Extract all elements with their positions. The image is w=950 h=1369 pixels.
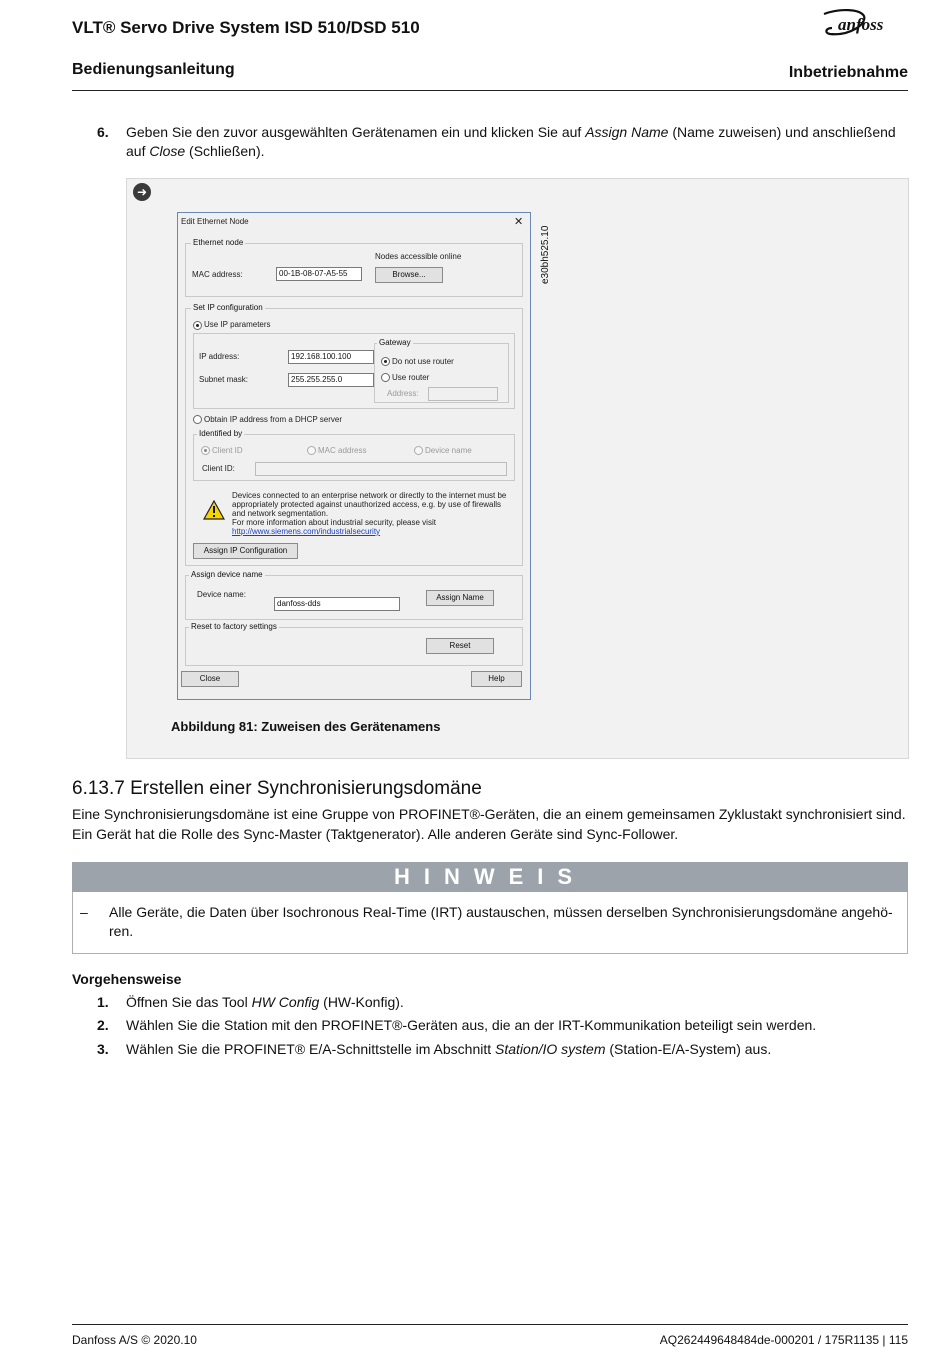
footer-rule (72, 1324, 908, 1325)
step-text: Wählen Sie die PROFINET® E/A-Schnittstelle im Abschnitt Station/IO system (Station-E/A-System) aus. (126, 1041, 772, 1057)
client-id-option: Client ID (212, 446, 243, 455)
ip-address-field[interactable]: 192.168.100.100 (288, 350, 374, 364)
mac-address-field[interactable]: 00-1B-08-07-A5-55 (276, 267, 362, 281)
warning-line: Devices connected to an enterprise network or directly to the internet must be (232, 491, 507, 500)
device-name-radio[interactable] (414, 446, 423, 455)
device-name-label: Device name: (197, 590, 246, 599)
no-router-radio[interactable] (381, 357, 390, 366)
step-number: 2. (97, 1017, 109, 1033)
warning-icon (203, 500, 225, 520)
danfoss-logo (820, 6, 908, 40)
step-6 (72, 123, 908, 163)
step-text: Geben Sie den zuvor ausgewählten Gerätenamen ein und klicken Sie auf Assign Name (Name zuweisen) und anschließend auf Close (Schließen). (126, 124, 896, 159)
security-link[interactable]: http://www.siemens.com/industrialsecurity (232, 527, 381, 536)
procedure-step-1 (72, 993, 908, 1013)
use-ip-label: Use IP parameters (204, 320, 271, 329)
step-number: 1. (97, 994, 109, 1010)
arrow-right-icon: ➜ (133, 183, 151, 201)
client-id-label: Client ID: (202, 464, 235, 473)
figure-code: e30bh525.10 (540, 225, 551, 284)
warning-line: appropriately protected against unauthorized access, e.g. by use of firewalls (232, 500, 502, 509)
dhcp-label: Obtain IP address from a DHCP server (204, 415, 342, 424)
device-name-field[interactable]: danfoss-dds (274, 597, 400, 611)
edit-ethernet-node-dialog (177, 212, 531, 700)
subnet-mask-field[interactable]: 255.255.255.0 (288, 373, 374, 387)
step-number: 6. (97, 124, 109, 140)
figure-caption: Abbildung 81: Zuweisen des Gerätenamens (171, 719, 441, 734)
mac-label: MAC address: (192, 270, 243, 279)
document-title: VLT® Servo Drive System ISD 510/DSD 510 (72, 18, 420, 37)
mac-address-option: MAC address (318, 446, 367, 455)
dhcp-radio[interactable] (193, 415, 202, 424)
router-address-field (428, 387, 498, 401)
device-name-option: Device name (425, 446, 472, 455)
note-text: Alle Geräte, die Daten über Isochronous Real-Time (IRT) austauschen, müssen derselben Synchronisierungsdomäne angehö-ren. (109, 904, 893, 939)
mac-address-radio[interactable] (307, 446, 316, 455)
section-paragraph: Eine Synchronisierungsdomäne ist eine Gruppe von PROFINET®-Geräten, die an einem gemeinsamen Zyklustakt synchronisiert sind. Ein Gerät hat die Rolle des Sync-Master (Taktgenerator). Alle anderen Geräte sind Sync-Follower. (72, 806, 906, 842)
step-text: Wählen Sie die Station mit den PROFINET®-Geräten aus, die an der IRT-Kommunikation beteiligt sein werden. (126, 1017, 817, 1033)
use-ip-radio[interactable] (193, 321, 202, 330)
header-rule (72, 90, 908, 91)
chapter-name: Inbetriebnahme (788, 64, 908, 81)
no-router-label: Do not use router (392, 357, 454, 366)
use-router-label: Use router (392, 373, 430, 382)
client-id-radio[interactable] (201, 446, 210, 455)
assign-ip-button[interactable]: Assign IP Configuration (193, 543, 298, 559)
warning-line: For more information about industrial security, please visit (232, 518, 436, 527)
footer-doc-id: AQ262449648484de-000201 / 175R1135 | 115 (659, 1333, 908, 1347)
document-subtitle: Bedienungsanleitung (72, 61, 235, 78)
group-label: Set IP configuration (193, 303, 263, 312)
footer-copyright: Danfoss A/S © 2020.10 (72, 1333, 197, 1347)
reset-button[interactable]: Reset (426, 638, 494, 654)
step-text: Öffnen Sie das Tool HW Config (HW-Konfig). (126, 994, 404, 1010)
nodes-online-label: Nodes accessible online (375, 252, 462, 261)
browse-button[interactable]: Browse... (375, 267, 443, 283)
svg-text:anfoss: anfoss (838, 15, 884, 34)
subnet-label: Subnet mask: (199, 375, 248, 384)
group-label: Reset to factory settings (191, 622, 277, 631)
step-number: 3. (97, 1041, 109, 1057)
group-label: Identified by (199, 429, 243, 438)
group-label: Assign device name (191, 570, 263, 579)
procedure-step-2 (72, 1016, 908, 1036)
dialog-title: Edit Ethernet Node (181, 217, 249, 226)
ip-label: IP address: (199, 352, 240, 361)
procedure-step-3 (72, 1040, 908, 1060)
procedure-heading: Vorgehensweise (72, 971, 182, 987)
client-id-field (255, 462, 507, 476)
help-button[interactable]: Help (471, 671, 522, 687)
close-button[interactable]: Close (181, 671, 239, 687)
router-address-label: Address: (387, 389, 419, 398)
group-label: Gateway (379, 338, 411, 347)
note-bullet: – (80, 904, 88, 920)
warning-line: and network segmentation. (232, 509, 329, 518)
use-router-radio[interactable] (381, 373, 390, 382)
group-label: Ethernet node (193, 238, 244, 247)
section-title: 6.13.7 Erstellen einer Synchronisierungsdomäne (72, 778, 482, 799)
note-heading: HINWEIS (72, 862, 908, 892)
close-icon[interactable]: ✕ (514, 216, 524, 228)
assign-name-button[interactable]: Assign Name (426, 590, 494, 606)
